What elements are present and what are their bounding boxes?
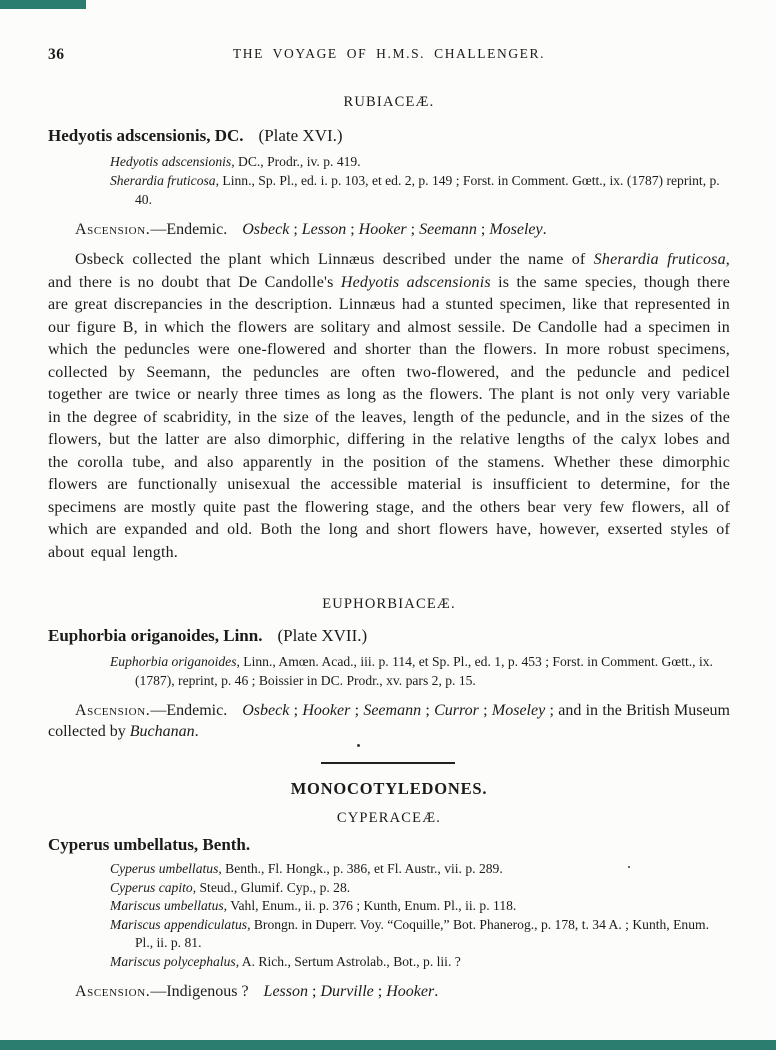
distribution-line-cyperus: Ascension.—Indigenous ? Lesson ; Durville ; Hooker. [75,983,439,1000]
synonym-citation: Euphorbia origanoides, Linn., Amœn. Acad., iii. p. 114, et Sp. Pl., ed. 1, p. 453 ; Forst. in Comment. Gœtt., ix. (1787), reprint, p. 46 ; Boissier in DC. Prodr., xv. pars 2, p. 15. [110,654,713,688]
species-heading-euphorbia-origanoides: Euphorbia origanoides, Linn. (Plate XVII.) [48,626,368,645]
page-header [48,46,730,66]
family-heading-euphorbiaceae: EUPHORBIACEÆ. [322,596,456,612]
synonym-citation: Sherardia fruticosa, Linn., Sp. Pl., ed. i. p. 103, et ed. 2, p. 149 ; Forst. in Comment. Gœtt., ix. (1787) reprint, p. 40. [110,173,720,207]
section-monocotyledones [48,779,730,1002]
synonym-citation: Mariscus appendiculatus, Brongn. in Duperr. Voy. “Coquille,” Bot. Phanerog., p. 178, t. 34 A. ; Kunth, Enum. Pl., ii. p. 81. [110,916,709,950]
synonym-citation: Cyperus umbellatus, Benth., Fl. Hongk., p. 386, et Fl. Austr., vii. p. 289. [110,861,503,876]
synonym-citations-cyperus [48,860,730,971]
section-divider-rule [321,762,455,764]
page-number: 36 [48,46,65,63]
scan-edge-bottom-bar [0,1040,776,1050]
synonym-citation: Mariscus polycephalus, A. Rich., Sertum Astrolab., Bot., p. lii. ? [110,953,461,969]
distribution-line-hedyotis: Ascension.—Endemic. Osbeck ; Lesson ; Hooker ; Seemann ; Moseley. [75,221,547,238]
synonym-citation: Cyperus capito, Steud., Glumif. Cyp., p. 28. [110,879,351,895]
synonym-citations-euphorbia [48,652,730,690]
synonym-citation: Mariscus umbellatus, Vahl, Enum., ii. p. 376 ; Kunth, Enum. Pl., ii. p. 118. [110,898,517,913]
description-paragraph: Osbeck collected the plant which Linnæus described under the name of Sherardia fruticosa, and there is no doubt that De Candolle's Hedyotis adscensionis is the same species, though there are great discrepancies in the description. Linnæus had a stunted specimen, like that represented in our figure B, in which the flowers are solitary and almost sessile. De Candolle had a specimen in which the peduncles were one-flowered and shorter than the flowers. In more robust specimens, collected by Seemann, the peduncles are often two-flowered, and the peduncle and pedicel together are twice or nearly three times as long as the flowers. The plant is not only very variable in the degree of scabridity, in the size of the leaves, length of the peduncle, and in the sizes of the flowers, but the latter are also dimorphic, differing in the relative lengths of the calyx lobes and the corolla tube, and also apparently in the position of the stamens. Whether these dimorphic flowers are functionally unisexual the accessible material is insufficient to determine, for the specimens are mostly quite past the flowering stage, and the others bear very few flowers, all of which are expanded and old. Both the long and short flowers have, however, exserted styles of about equal length. [48,251,730,561]
species-heading-hedyotis-adscensionis: Hedyotis adscensionis, DC. (Plate XVI.) [48,126,343,145]
family-heading-rubiaceae: RUBIACEÆ. [343,94,435,110]
distribution-line-euphorbia: Ascension.—Endemic. Osbeck ; Hooker ; Seemann ; Curror ; Moseley ; and in the British Museum collected by Buchanan. [48,702,730,740]
scan-speck [357,744,360,747]
synonym-citations-hedyotis [48,152,730,209]
synonym-citation: Hedyotis adscensionis, DC., Prodr., iv. p. 419. [110,154,361,169]
species-heading-cyperus-umbellatus: Cyperus umbellatus, Benth. [48,835,251,854]
family-heading-cyperaceae: CYPERACEÆ. [336,810,442,826]
section-euphorbiaceae [48,596,730,742]
section-rubiaceae [48,94,730,564]
scan-edge-top-bar [0,0,86,9]
order-heading-monocotyledones: MONOCOTYLEDONES. [290,779,488,798]
running-header: THE VOYAGE OF H.M.S. CHALLENGER. [232,46,546,61]
